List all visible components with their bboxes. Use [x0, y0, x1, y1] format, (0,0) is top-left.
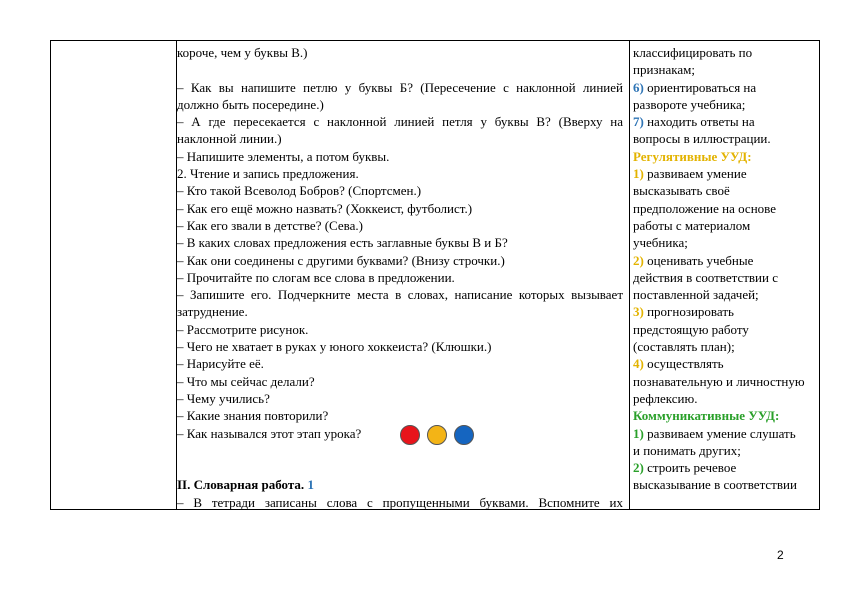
text-line: – Как его ещё можно назвать? (Хоккеист, футболист.) [177, 200, 473, 216]
item-number: 3) [633, 304, 644, 320]
item-text: осуществлять [643, 356, 724, 372]
item-number: 7) [633, 114, 644, 130]
text-line: – Кто такой Всеволод Бобров? (Спортсмен.) [177, 183, 422, 199]
text-line: – Как они соединены с другими буквами? (Внизу строчки.) [177, 252, 505, 268]
yellow-circle [427, 425, 447, 445]
text-line: – Нарисуйте её. [177, 356, 264, 372]
skills-column [633, 44, 818, 494]
item-text: развиваем умение слушать [643, 425, 796, 441]
item-number: 4) [633, 356, 644, 372]
item-text: развиваем умение [643, 166, 747, 182]
item-text: строить речевое [643, 460, 737, 476]
text-line: – А где пересекается с наклонной линией петля у буквы В? (Вверху на [177, 114, 623, 130]
item-number: 2) [633, 460, 644, 476]
text-line: затруднение. [177, 304, 248, 320]
text-line [633, 425, 818, 442]
text-line: – Рассмотрите рисунок. [177, 321, 309, 337]
section-title: II. Словарная работа. [177, 477, 305, 493]
text-line: поставленной задачей; [633, 287, 759, 303]
communicative-heading: Коммуникативные УУД: [633, 408, 780, 424]
text-line: – В каких словах предложения есть заглавные буквы В и Б? [177, 235, 508, 251]
item-number: 6) [633, 79, 644, 95]
text-line: – Какие знания повторили? [177, 408, 329, 424]
item-text: ориентироваться на [643, 79, 757, 95]
text-line [633, 303, 818, 320]
text-line: – Чего не хватает в руках у юного хоккеиста? (Клюшки.) [177, 339, 492, 355]
text-line: короче, чем у буквы В.) [177, 45, 308, 60]
text-line: учебника; [633, 235, 688, 251]
item-text: находить ответы на [643, 114, 755, 130]
item-text: оценивать учебные [643, 252, 754, 268]
text-line: действия в соответствии с [633, 269, 778, 285]
text-line: должно быть посередине.) [177, 96, 324, 112]
text-line: (составлять план); [633, 339, 735, 355]
text-line: развороте учебника; [633, 96, 746, 112]
text-line [633, 459, 818, 476]
section-number: 1 [307, 477, 314, 493]
text-line: рефлексию. [633, 390, 698, 406]
text-line: высказывать своё [633, 183, 730, 199]
text-line: – Запишите его. Подчеркните места в словах, написание которых вызывает [177, 287, 623, 303]
regulatory-heading: Регулятивные УУД: [633, 148, 752, 164]
text-line: – Прочитайте по слогам все слова в предложении. [177, 269, 455, 285]
text-line [633, 165, 818, 182]
blue-circle [454, 425, 474, 445]
text-line: предстоящую работу [633, 321, 749, 337]
text-line: – Как его звали в детстве? (Сева.) [177, 217, 363, 233]
text-line: и понимать других; [633, 442, 741, 458]
text-line: работы с материалом [633, 217, 751, 233]
text-line: – Как назывался этот этап урока? [177, 425, 362, 441]
text-line [633, 113, 818, 130]
text-line: – В тетради записаны слова с пропущенными буквами. Вспомните их [177, 494, 623, 510]
text-line: вопросы в иллюстрации. [633, 131, 771, 147]
page-number: 2 [777, 548, 784, 562]
item-number: 1) [633, 425, 644, 441]
text-line: – Как вы напишите петлю у буквы Б? (Пересечение с наклонной линией [177, 79, 623, 95]
text-line: – Что мы сейчас делали? [177, 373, 315, 389]
text-line: классифицировать по [633, 45, 753, 60]
text-line: признакам; [633, 62, 696, 78]
text-line [633, 79, 818, 96]
lesson-table [50, 40, 820, 510]
text-line: предположение на основе [633, 200, 776, 216]
section-heading [177, 476, 623, 493]
column-divider-2 [629, 41, 630, 509]
text-line: – Напишите элементы, а потом буквы. [177, 148, 390, 164]
text-line: познавательную и личностную [633, 373, 805, 389]
text-line: наклонной линии.) [177, 131, 282, 147]
text-line: 2. Чтение и запись предложения. [177, 166, 359, 182]
item-text: прогнозировать [643, 304, 734, 320]
text-line [633, 355, 818, 372]
text-line: высказывание в соответствии [633, 477, 797, 493]
text-line [633, 252, 818, 269]
item-number: 1) [633, 166, 644, 182]
text-line: – Чему учились? [177, 390, 270, 406]
lesson-content-column [177, 44, 623, 511]
red-circle [400, 425, 420, 445]
item-number: 2) [633, 252, 644, 268]
